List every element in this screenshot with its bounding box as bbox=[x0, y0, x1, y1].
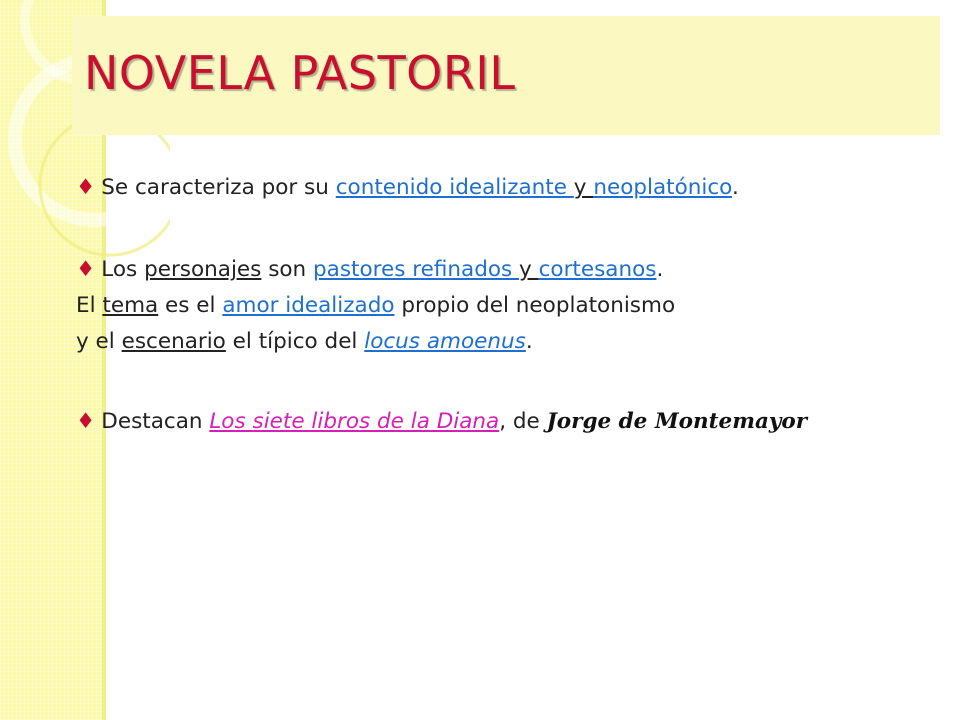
text: El bbox=[76, 293, 103, 318]
paragraph-works bbox=[76, 404, 946, 440]
link-locus-amoenus[interactable]: locus amoenus bbox=[364, 329, 526, 354]
bullet-diamond-icon: ♦ bbox=[76, 409, 96, 434]
spacer bbox=[76, 360, 946, 404]
text: Los bbox=[101, 257, 145, 282]
link-pastores-refinados[interactable]: pastores refinados bbox=[313, 257, 520, 282]
slide-title: NOVELA PASTORIL bbox=[84, 46, 516, 100]
conjunction-y: y bbox=[573, 175, 594, 200]
term-personajes: personajes bbox=[144, 257, 262, 282]
paragraph-setting bbox=[76, 324, 946, 360]
text: es el bbox=[158, 293, 223, 318]
conjunction-y: y bbox=[519, 257, 539, 282]
author-name: Jorge de Montemayor bbox=[546, 409, 808, 434]
link-los-siete-libros-de-la-diana[interactable]: Los siete libros de la Diana bbox=[209, 409, 500, 434]
term-tema: tema bbox=[102, 293, 159, 318]
text: el típico del bbox=[225, 329, 365, 354]
paragraph-characterization bbox=[76, 170, 946, 206]
link-amor-idealizado[interactable]: amor idealizado bbox=[222, 293, 395, 318]
bullet-diamond-icon: ♦ bbox=[76, 175, 96, 200]
link-contenido-idealizante[interactable]: contenido idealizante bbox=[335, 175, 574, 200]
paragraph-characters bbox=[76, 252, 946, 288]
text: y el bbox=[76, 329, 122, 354]
text: , de bbox=[499, 409, 547, 434]
slide-body bbox=[76, 170, 946, 440]
link-neoplatonico[interactable]: neoplatónico bbox=[593, 175, 732, 200]
text: . bbox=[731, 175, 739, 200]
text: Destacan bbox=[101, 409, 210, 434]
bullet-diamond-icon: ♦ bbox=[76, 257, 96, 282]
text: . bbox=[525, 329, 533, 354]
term-escenario: escenario bbox=[121, 329, 226, 354]
text: propio del neoplatonismo bbox=[394, 293, 676, 318]
link-cortesanos[interactable]: cortesanos bbox=[538, 257, 657, 282]
text: son bbox=[261, 257, 314, 282]
text: . bbox=[656, 257, 664, 282]
spacer bbox=[76, 206, 946, 252]
text: Se caracteriza por su bbox=[101, 175, 336, 200]
paragraph-theme bbox=[76, 288, 946, 324]
